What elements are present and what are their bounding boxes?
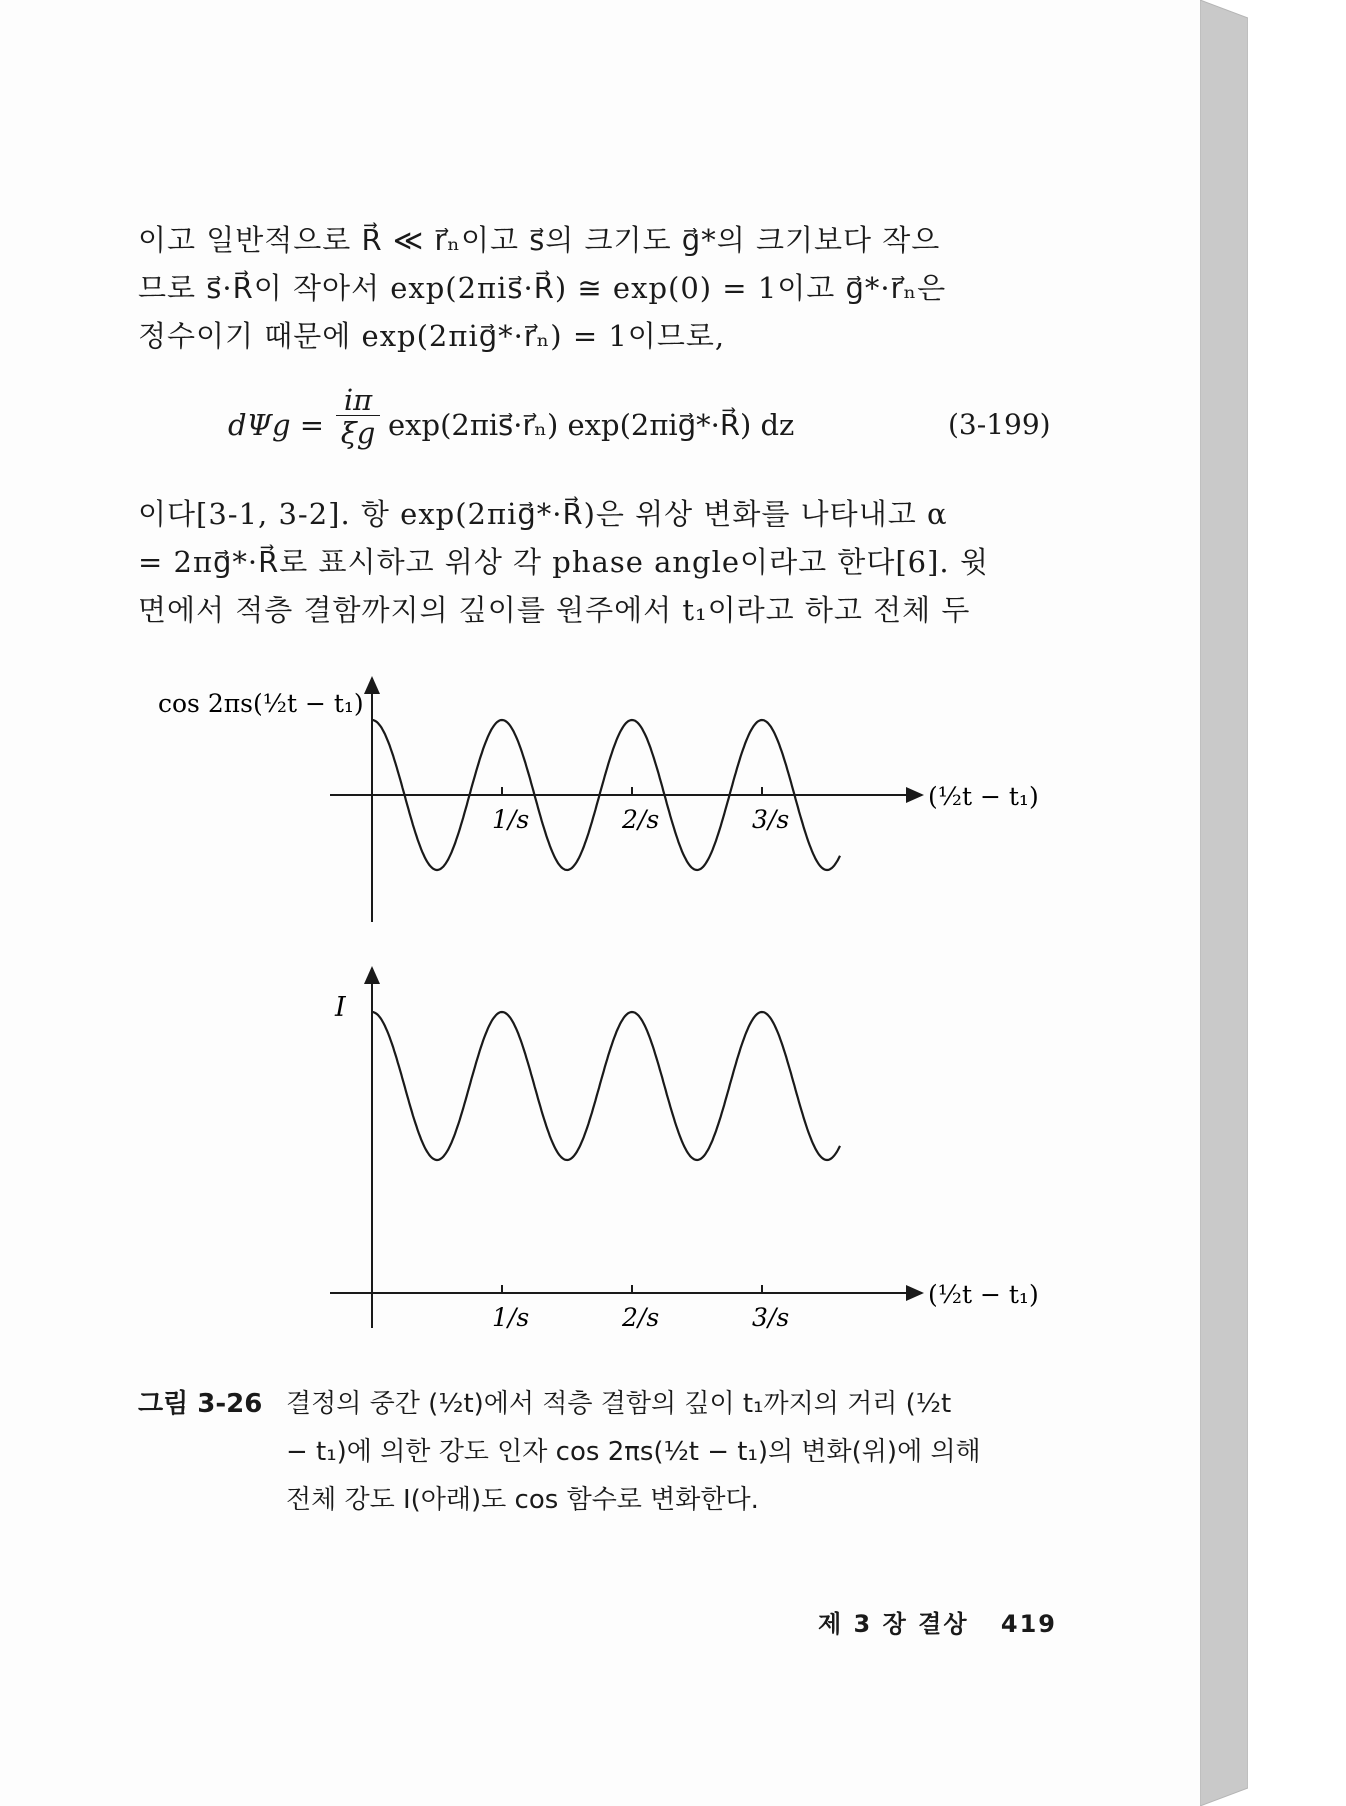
- bottom-y-label: I: [335, 992, 346, 1023]
- x-tick-label: 2/s: [622, 1303, 660, 1332]
- text-line: 정수이기 때문에 exp(2πig⃗*·r⃗ₙ) = 1이므로,: [138, 319, 726, 353]
- text-line: 면에서 적층 결함까지의 깊이를 원주에서 t₁이라고 하고 전체 두: [138, 593, 971, 627]
- bottom-x-label: (½t − t₁): [928, 1280, 1039, 1309]
- fraction-numerator: iπ: [343, 383, 373, 417]
- top-x-label: (½t − t₁): [928, 782, 1039, 811]
- equation-lhs: dΨg =: [228, 408, 325, 442]
- x-tick-label: 1/s: [492, 805, 530, 834]
- text-line: 이다[3-1, 3-2]. 항 exp(2πig⃗*·R⃗)은 위상 변화를 나타내고 α: [138, 497, 948, 531]
- bottom-intensity-curve: [372, 1012, 840, 1160]
- equation-rhs: exp(2πis⃗·r⃗ₙ) exp(2πig⃗*·R⃗) dz: [388, 408, 795, 442]
- text-line: = 2πg⃗*·R⃗로 표시하고 위상 각 phase angle이라고 한다[6]. 윗: [138, 545, 989, 579]
- caption-line: − t₁)에 의한 강도 인자 cos 2πs(½t − t₁)의 변화(위)에 의해: [286, 1437, 981, 1467]
- caption-line: 전체 강도 I(아래)도 cos 함수로 변화한다.: [286, 1485, 759, 1515]
- x-tick-label: 3/s: [752, 805, 790, 834]
- chapter-title: 제 3 장 결상: [818, 1610, 969, 1638]
- fraction-denominator: ξg: [340, 416, 376, 450]
- top-y-label: cos 2πs(½t − t₁): [158, 689, 364, 718]
- x-tick-label: 1/s: [492, 1303, 530, 1332]
- page-footer: [818, 1604, 1057, 1639]
- caption-line: 결정의 중간 (½t)에서 적층 결함의 깊이 t₁까지의 거리 (½t: [286, 1389, 952, 1419]
- equation-number: (3-199): [948, 408, 1051, 441]
- text-line: 이고 일반적으로 R⃗ ≪ r⃗ₙ이고 s⃗의 크기도 g⃗*의 크기보다 작으: [138, 223, 941, 257]
- caption-label: 그림 3-26: [138, 1389, 263, 1419]
- x-tick-label: 2/s: [622, 805, 660, 834]
- text-line: 므로 s⃗·R⃗이 작아서 exp(2πis⃗·R⃗) ≅ exp(0) = 1이고 g⃗*·r⃗ₙ은: [138, 271, 947, 305]
- caption-body: [286, 1380, 1056, 1524]
- page-number: 419: [1000, 1610, 1057, 1638]
- x-tick-label: 3/s: [752, 1303, 790, 1332]
